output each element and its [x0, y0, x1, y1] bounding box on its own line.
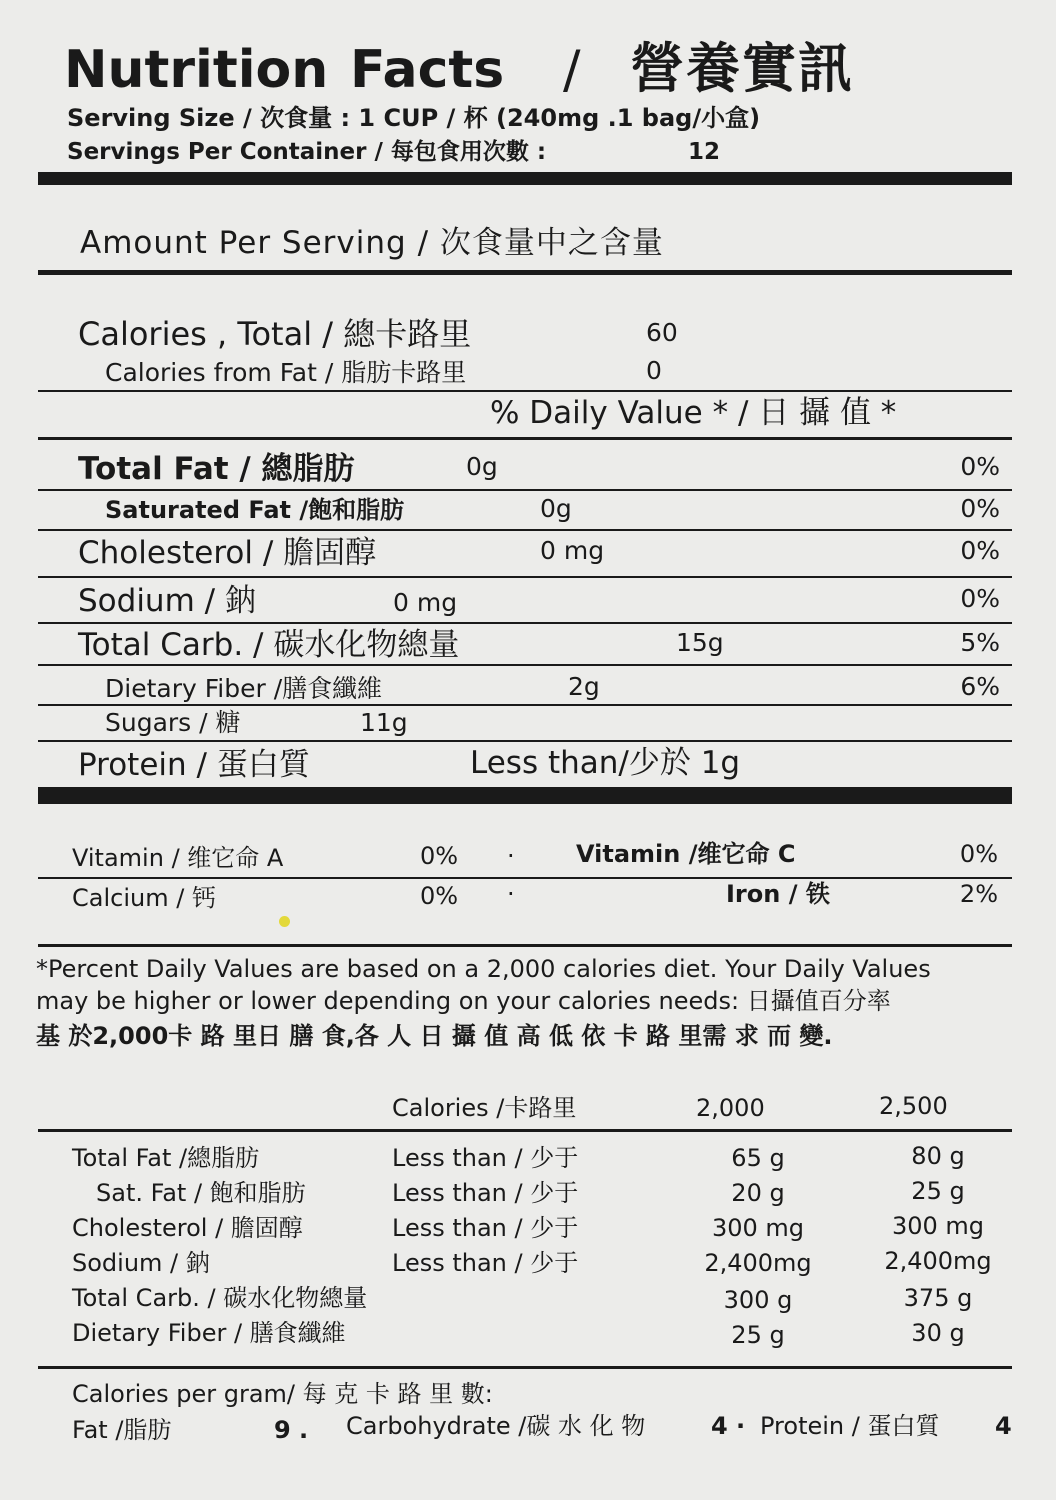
dv-row-value-2000: 25 g — [731, 1321, 785, 1349]
divider-row — [38, 622, 1012, 624]
calories-total-label: Calories , Total / 總卡路里 — [78, 315, 472, 353]
divider-row — [38, 664, 1012, 666]
dv-row-limit: Less than / 少于 — [392, 1144, 579, 1172]
dv-row-value-2500: 25 g — [911, 1177, 965, 1205]
title-zh: 營養實訊 — [630, 37, 854, 100]
vitamin-a-value: 0% — [420, 842, 459, 870]
per-gram-carb-label: Carbohydrate /碳 水 化 物 — [346, 1412, 646, 1440]
nutrient-label: Cholesterol / 膽固醇 — [78, 535, 377, 571]
footnote-line-3: 基 於2,000卡 路 里日 膳 食,各 人 日 攝 值 高 低 依 卡 路 里需 求 而 變. — [36, 1022, 833, 1050]
daily-value-header: % Daily Value * / 日 攝 值 * — [490, 395, 897, 431]
calcium-label: Calcium / 钙 — [72, 884, 216, 912]
divider-row — [38, 704, 1012, 706]
title-en-nutrition: Nutrition — [64, 40, 329, 100]
title-slash: / — [563, 40, 581, 100]
per-gram-fat-label: Fat /脂肪 — [72, 1416, 172, 1444]
divider-calories — [38, 390, 1012, 392]
yellow-speck — [279, 916, 290, 927]
dv-row-limit: Less than / 少于 — [392, 1249, 579, 1277]
dv-row-value-2500: 300 mg — [891, 1212, 985, 1240]
nutrient-label: Sodium / 鈉 — [78, 583, 256, 619]
dv-row-name: Total Fat /總脂肪 — [72, 1144, 260, 1172]
nutrient-amount: 0 mg — [540, 536, 605, 565]
per-gram-protein-value: 4 — [995, 1412, 1012, 1440]
dv-table-col-2500: 2,500 — [879, 1092, 948, 1120]
nutrient-dv: 5% — [960, 628, 1000, 657]
servings-per-container-label: Servings Per Container / 每包食用次數 : — [67, 139, 547, 165]
separator-dot: · — [507, 842, 515, 870]
nutrient-dv: 0% — [960, 494, 1000, 523]
nutrient-dv: 6% — [960, 672, 1000, 701]
dv-row-value-2000: 20 g — [731, 1179, 785, 1207]
calories-from-fat-value: 0 — [646, 356, 662, 385]
divider-dv-table — [38, 1129, 1012, 1132]
nutrient-label: Sugars / 糖 — [105, 708, 241, 737]
nutrient-label: Total Fat / 總脂肪 — [78, 451, 355, 487]
thick-divider-top — [38, 172, 1012, 185]
nutrient-label: Protein / 蛋白質 — [78, 747, 310, 783]
calcium-value: 0% — [420, 882, 459, 910]
dv-table-calories-label: Calories /卡路里 — [392, 1094, 577, 1122]
vitamin-c-label: Vitamin /维它命 C — [576, 840, 796, 868]
dv-row-name: Cholesterol / 膽固醇 — [72, 1214, 303, 1242]
separator-dot: · — [507, 880, 515, 908]
nutrient-amount: 0 mg — [393, 588, 458, 617]
dv-row-value-2000: 300 mg — [711, 1214, 805, 1242]
divider-vitamins — [38, 877, 1012, 879]
dv-row-value-2000: 65 g — [731, 1144, 785, 1172]
nutrient-amount: 11g — [360, 708, 408, 737]
dv-table-col-2000: 2,000 — [696, 1094, 765, 1122]
dv-row-value-2500: 375 g — [903, 1284, 973, 1312]
dv-row-value-2000: 300 g — [723, 1286, 793, 1314]
dv-row-value-2000: 2,400mg — [704, 1249, 812, 1277]
iron-label: Iron / 铁 — [726, 880, 830, 908]
divider-row — [38, 576, 1012, 578]
nutrient-amount: Less than/少於 1g — [470, 745, 741, 781]
vitamin-a-label: Vitamin / 维它命 A — [72, 844, 284, 872]
dv-row-value-2500: 80 g — [911, 1142, 965, 1170]
nutrient-dv: 0% — [960, 452, 1000, 481]
nutrient-label: Saturated Fat /飽和脂肪 — [105, 496, 405, 524]
divider-footnote — [38, 944, 1012, 947]
nutrient-dv: 0% — [960, 536, 1000, 565]
calories-from-fat-label: Calories from Fat / 脂肪卡路里 — [105, 358, 467, 387]
dv-row-value-2500: 2,400mg — [884, 1247, 992, 1275]
iron-value: 2% — [959, 880, 998, 908]
divider-amount — [38, 270, 1012, 275]
vitamin-c-value: 0% — [959, 840, 998, 868]
dv-row-limit: Less than / 少于 — [392, 1179, 579, 1207]
nutrient-label: Total Carb. / 碳水化物總量 — [78, 627, 460, 663]
dv-row-name: Sodium / 鈉 — [72, 1249, 210, 1277]
divider-row — [38, 740, 1012, 742]
per-gram-protein-label: Protein / 蛋白質 — [760, 1412, 940, 1440]
title-en-facts: Facts — [350, 40, 505, 100]
servings-per-container-value: 12 — [688, 139, 721, 165]
calories-total-value: 60 — [646, 318, 678, 347]
dv-row-name: Dietary Fiber / 膳食纖維 — [72, 1319, 346, 1347]
divider-dv-header — [38, 437, 1012, 440]
nutrient-amount: 2g — [568, 672, 600, 701]
divider-per-gram — [38, 1366, 1012, 1369]
nutrient-label: Dietary Fiber /膳食纖維 — [105, 674, 383, 703]
divider-row — [38, 489, 1012, 491]
nutrient-amount: 0g — [540, 494, 572, 523]
thick-divider-middle — [38, 787, 1012, 804]
amount-per-serving: Amount Per Serving / 次食量中之含量 — [80, 225, 664, 261]
nutrient-amount: 15g — [676, 628, 724, 657]
divider-row — [38, 529, 1012, 531]
dv-row-name: Sat. Fat / 飽和脂肪 — [96, 1179, 306, 1207]
nutrient-dv: 0% — [960, 584, 1000, 613]
dv-row-value-2500: 30 g — [911, 1319, 965, 1347]
per-gram-carb-value: 4 · — [711, 1412, 746, 1440]
per-gram-fat-value: 9 . — [274, 1416, 309, 1444]
dv-row-name: Total Carb. / 碳水化物總量 — [72, 1284, 368, 1312]
calories-per-gram-label: Calories per gram/ 每 克 卡 路 里 數: — [72, 1380, 493, 1408]
serving-size: Serving Size / 次食量 : 1 CUP / 杯 (240mg .1 bag/小盒) — [67, 104, 761, 132]
footnote-line-1: *Percent Daily Values are based on a 2,000 calories diet. Your Daily Values — [36, 955, 931, 983]
footnote-line-2: may be higher or lower depending on your calories needs: 日攝值百分率 — [36, 987, 891, 1015]
nutrient-amount: 0g — [466, 452, 498, 481]
dv-row-limit: Less than / 少于 — [392, 1214, 579, 1242]
